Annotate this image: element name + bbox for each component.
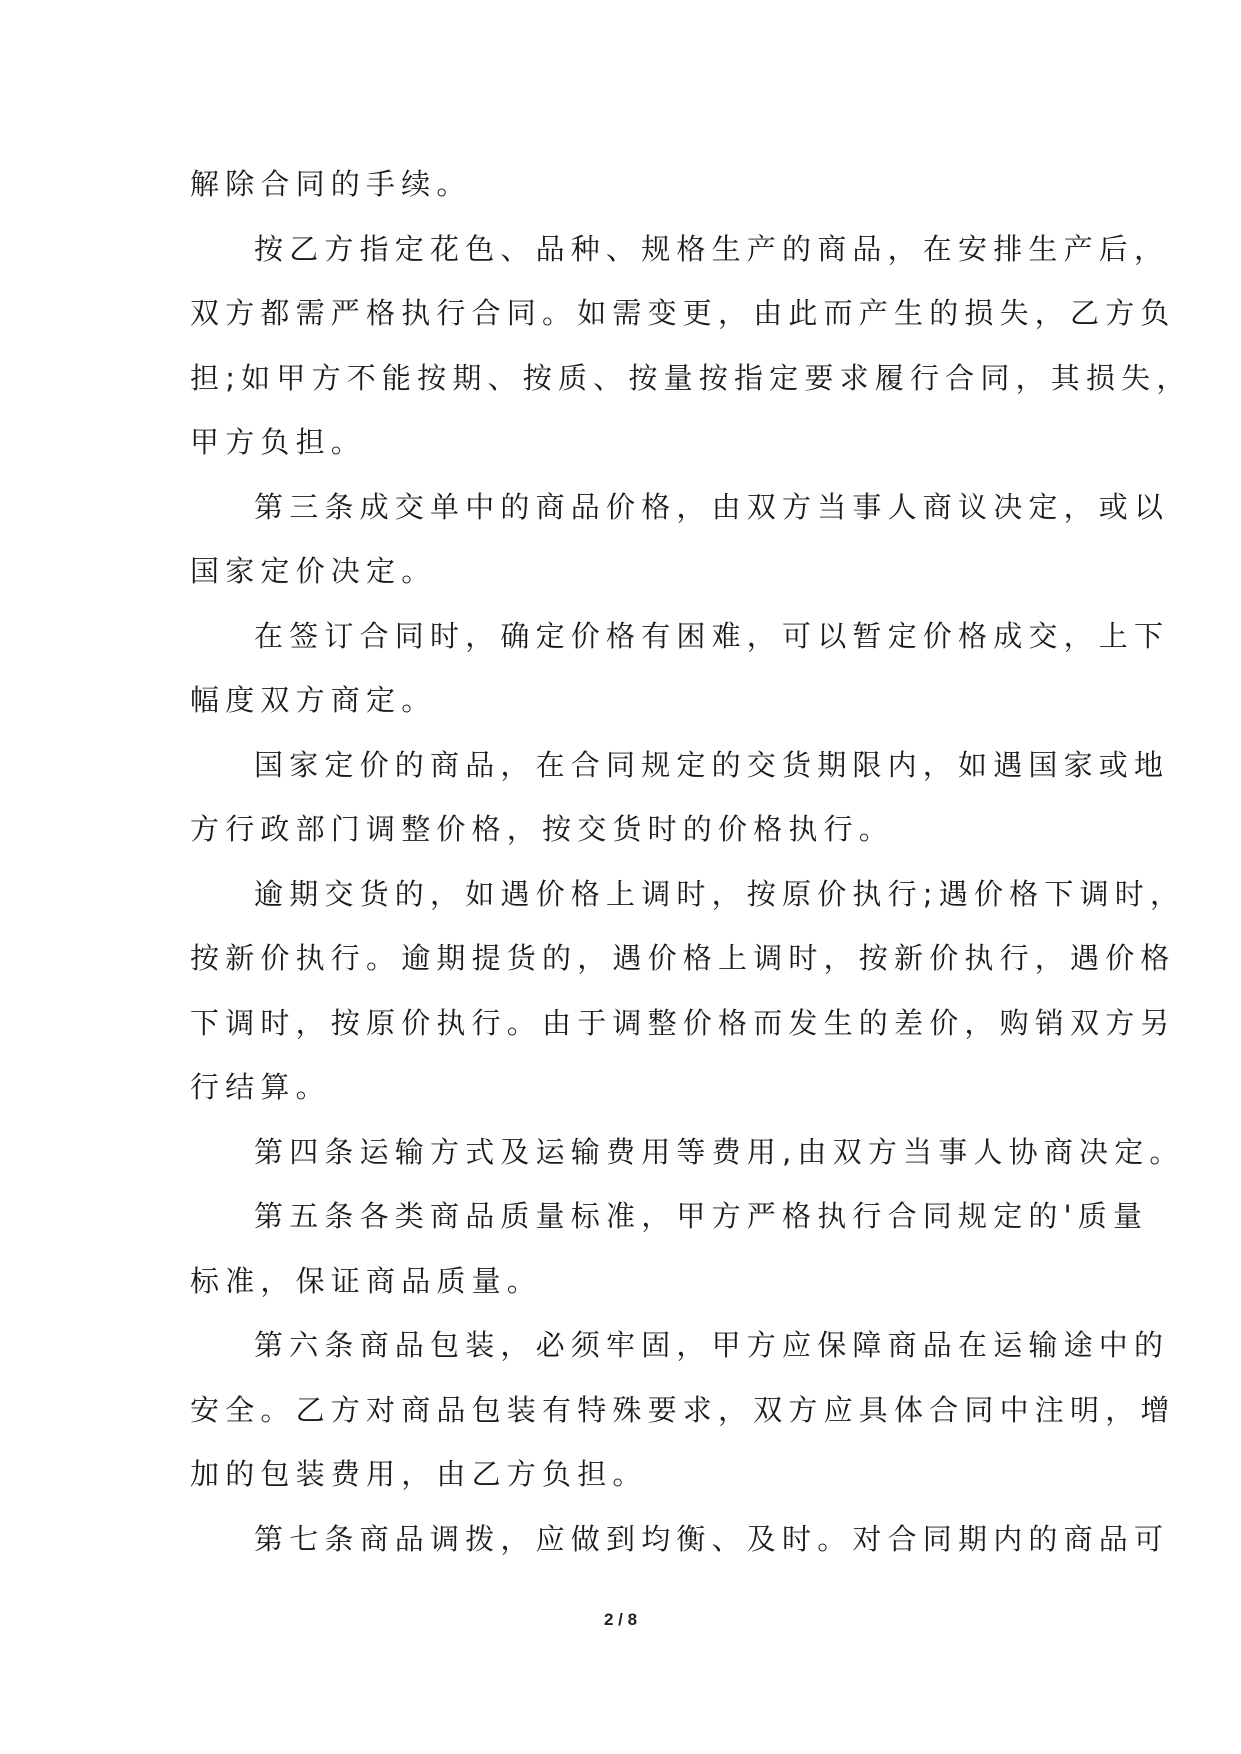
text-line-19: 第六条商品包装，必须牢固，甲方应保障商品在运输途中的	[254, 1328, 1170, 1362]
text-line-1: 解除合同的手续。	[190, 167, 472, 201]
text-line-8: 在签订合同时，确定价格有困难，可以暂定价格成交，上下	[254, 618, 1170, 653]
text-line-12: 逾期交货的，如遇价格上调时，按原价执行;遇价格下调时，	[254, 876, 1186, 911]
text-line-22: 第七条商品调拨，应做到均衡、及时。对合同期内的商品可	[254, 1521, 1170, 1556]
text-line-10: 国家定价的商品，在合同规定的交货期限内，如遇国家或地	[254, 747, 1170, 782]
text-line-17: 第五条各类商品质量标准，甲方严格执行合同规定的'质量	[254, 1199, 1149, 1233]
document-body	[190, 152, 1192, 1571]
text-line-5: 甲方负担。	[190, 425, 367, 459]
text-line-20: 安全。乙方对商品包装有特殊要求，双方应具体合同中注明，增	[190, 1392, 1176, 1427]
text-line-4: 担;如甲方不能按期、按质、按量按指定要求履行合同，其损失，	[190, 360, 1192, 395]
page-number: 2 / 8	[603, 1610, 638, 1629]
text-line-14: 下调时，按原价执行。由于调整价格而发生的差价，购销双方另	[190, 1005, 1176, 1040]
text-line-18: 标准，保证商品质量。	[190, 1263, 543, 1298]
text-line-15: 行结算。	[190, 1070, 331, 1104]
text-line-9: 幅度双方商定。	[190, 683, 437, 717]
text-line-6: 第三条成交单中的商品价格，由双方当事人商议决定，或以	[254, 489, 1170, 524]
text-line-16: 第四条运输方式及运输费用等费用,由双方当事人协商决定。	[254, 1134, 1185, 1169]
text-line-13: 按新价执行。逾期提货的，遇价格上调时，按新价执行，遇价格	[190, 941, 1176, 975]
text-line-2: 按乙方指定花色、品种、规格生产的商品，在安排生产后，	[254, 231, 1170, 266]
text-line-7: 国家定价决定。	[190, 554, 437, 588]
text-line-11: 方行政部门调整价格，按交货时的价格执行。	[190, 812, 895, 846]
text-line-21: 加的包装费用，由乙方负担。	[190, 1457, 648, 1491]
text-line-3: 双方都需严格执行合同。如需变更，由此而产生的损失，乙方负	[190, 296, 1176, 330]
